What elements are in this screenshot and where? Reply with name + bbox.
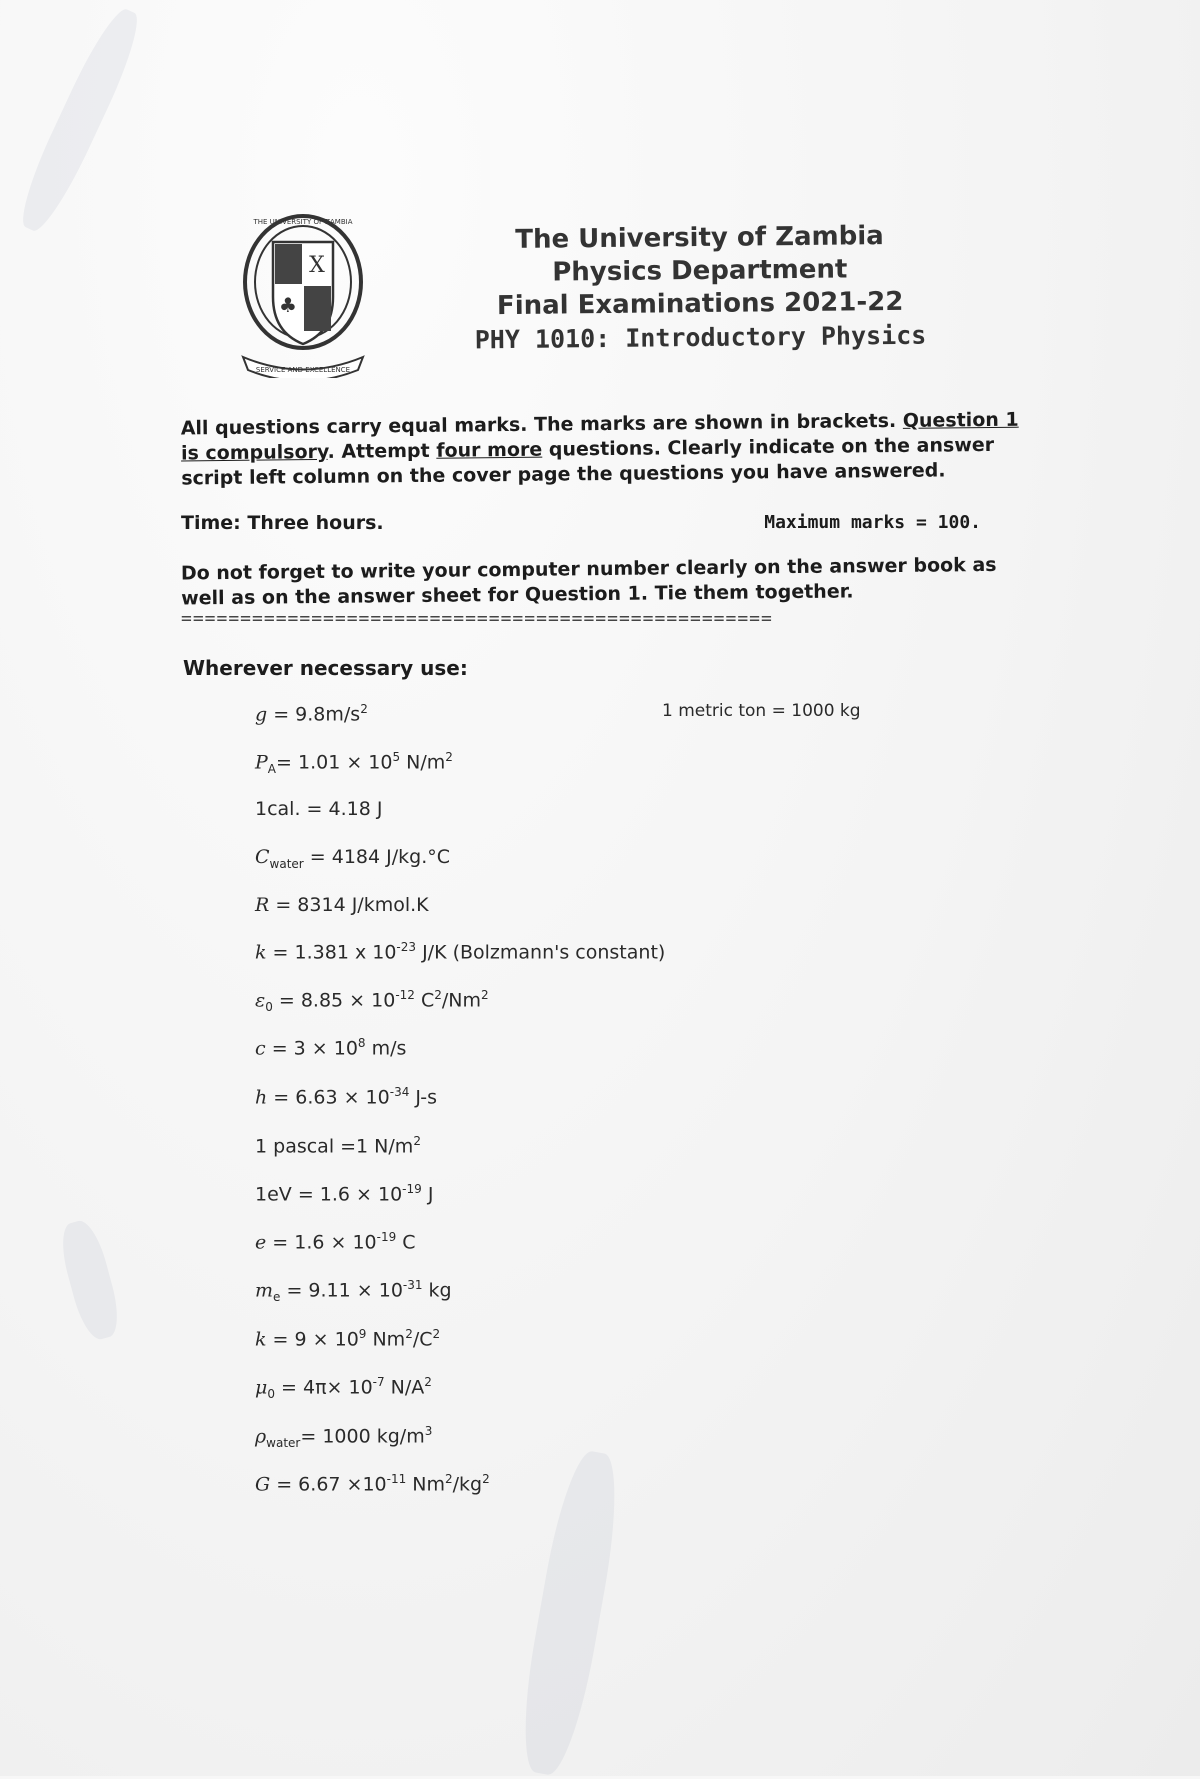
- constant-atmospheric-pressure: $P_A= 1.01 \times 10^5$ $N/m^2$: [255, 750, 453, 777]
- compulsory-note: Question 1 is compulsory: [180, 408, 1019, 465]
- constant-gravitational: $G = 6.67 \times 10^{-11}$ $Nm^2/kg^2$: [255, 1472, 490, 1496]
- paper-crease: [55, 1217, 125, 1343]
- constant-electron-charge: $e = 1.6 \times 10^{-19}$ C: [255, 1230, 416, 1254]
- four-more-note: four more: [436, 438, 543, 462]
- computer-number-warning: Do not forget to write your computer number clearly on the answer book as well as on the answer sheet for Question 1. Tie them together.: [180, 553, 997, 610]
- paper-crease: [11, 3, 149, 237]
- crest-motto-text: SERVICE AND EXCELLENCE: [255, 366, 351, 374]
- separator-line: ==================================================: [181, 608, 773, 629]
- exam-title: Final Examinations 2021-22: [496, 286, 904, 322]
- constant-calorie: 1cal. = 4.18 J: [255, 798, 383, 820]
- exam-instructions: [181, 408, 1032, 492]
- constant-coulomb: $k = 9 \times 10^9$ $Nm^2/C^2$: [255, 1327, 441, 1351]
- university-name: The University of Zambia: [515, 221, 884, 255]
- svg-text:X: X: [309, 253, 325, 278]
- time-allowed: Time: Three hours.: [181, 512, 384, 534]
- svg-text:♣: ♣: [279, 293, 297, 317]
- department-name: Physics Department: [552, 254, 848, 288]
- crest-name-text: THE UNIVERSITY OF ZAMBIA: [253, 218, 353, 226]
- course-title: PHY 1010: Introductory Physics: [474, 320, 927, 355]
- constant-boltzmann: k = 1.381 x $10^{-23}$ J/K (Bolzmann's constant): [255, 940, 666, 964]
- constant-permeability: $\mu_0 = 4\pi\times 10^{-7}$ $N/A^2$: [255, 1375, 432, 1402]
- constants-heading: Wherever necessary use:: [183, 656, 468, 680]
- maximum-marks: Maximum marks = 100.: [764, 512, 981, 533]
- instructions-text: . Attempt: [327, 439, 437, 463]
- exam-header: [439, 219, 960, 356]
- instructions-text: All questions carry equal marks. The marks are shown in brackets.: [180, 409, 903, 440]
- constant-planck: $h = 6.63 \times 10^{-34}$ J-s: [255, 1085, 438, 1109]
- metric-ton-constant: 1 metric ton = 1000 kg: [662, 701, 861, 721]
- time-row: [181, 512, 981, 534]
- paper-crease: [512, 1447, 628, 1778]
- constant-electron-volt: $1eV = 1.6 \times 10^{-19}$ J: [255, 1182, 434, 1206]
- instructions-text: questions. Clearly indicate on the answer script left column on the cover page the questions you have answered.: [181, 433, 995, 490]
- constant-permittivity: $\varepsilon_0 = 8.85 \times 10^{-12}$ $C^2/Nm^2$: [255, 988, 489, 1015]
- constant-pascal: 1 pascal =1 $N/m^2$: [255, 1134, 421, 1158]
- constant-specific-heat-water: $C_{water} = 4184$ J/kg.°C: [255, 846, 451, 871]
- university-crest-logo: [238, 212, 368, 378]
- constant-g: $g = 9.8m/s^2$: [255, 702, 368, 726]
- constant-water-density: $\rho_{water}= 1000$ $kg/m^3$: [255, 1424, 433, 1451]
- constant-gas-constant: R = 8314 J/kmol.K: [255, 894, 429, 916]
- constant-electron-mass: $m_e = 9.11 \times 10^{-31}$ kg: [255, 1278, 452, 1305]
- constant-speed-of-light: $c = 3 \times 10^8$ m/s: [255, 1036, 407, 1060]
